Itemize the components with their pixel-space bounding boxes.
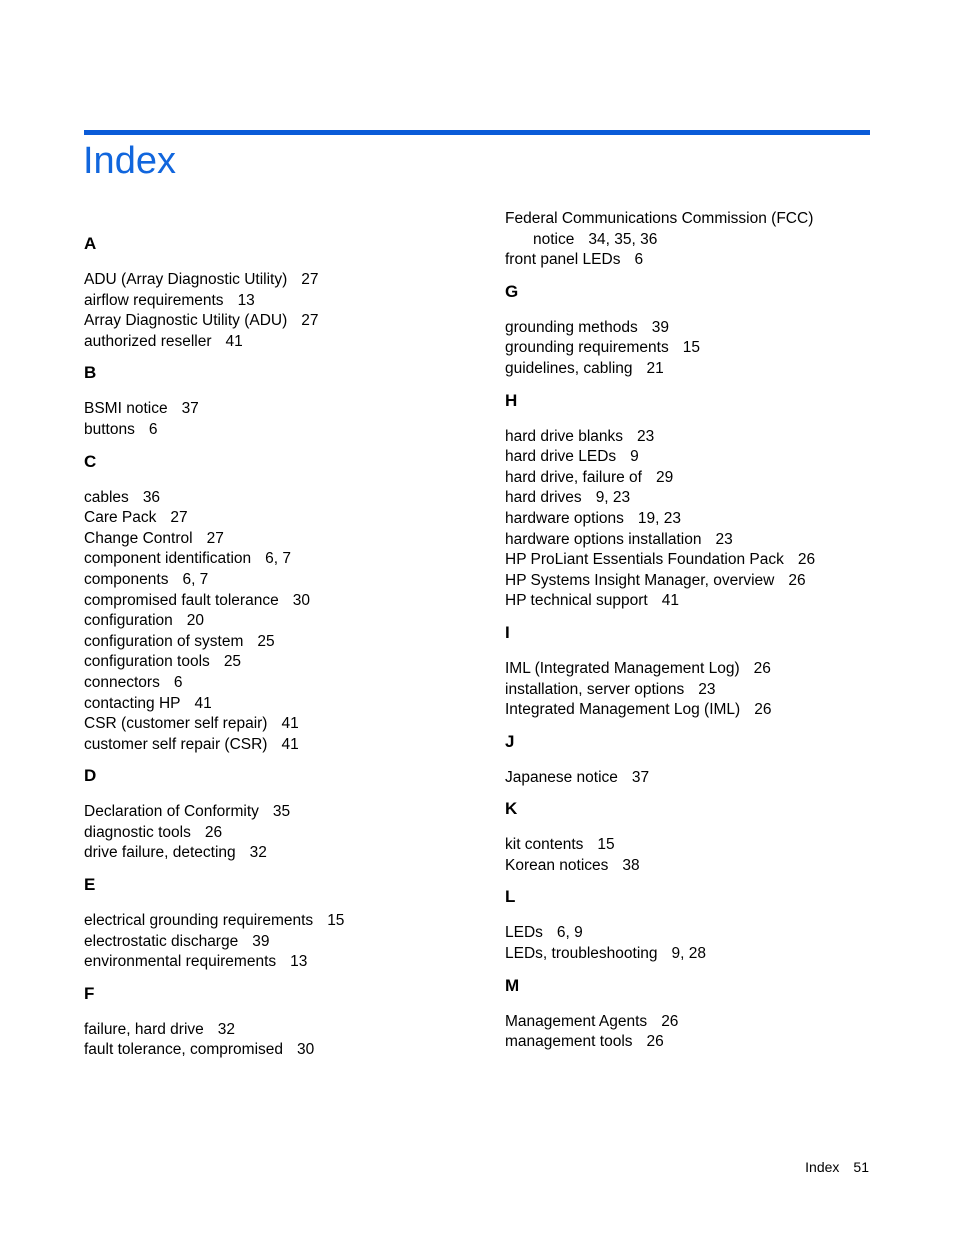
index-entry xyxy=(84,673,484,694)
index-entry xyxy=(505,659,905,680)
index-group-b xyxy=(84,363,484,440)
index-term: failure, hard drive xyxy=(84,1020,204,1038)
index-entry xyxy=(84,570,484,591)
index-term: contacting HP xyxy=(84,694,181,712)
index-pages: 26 xyxy=(204,823,223,841)
index-pages: 9, 28 xyxy=(671,945,706,963)
index-term: HP Systems Insight Manager, overview xyxy=(505,571,775,589)
index-pages: 27 xyxy=(301,312,319,330)
index-entry xyxy=(84,735,484,756)
index-letter-heading: K xyxy=(505,799,518,819)
index-entry xyxy=(84,420,484,441)
index-term: environmental requirements xyxy=(84,953,277,971)
index-entry xyxy=(505,209,905,230)
index-entry xyxy=(505,768,905,789)
index-term: customer self repair (CSR) xyxy=(84,735,268,753)
index-pages: 25 xyxy=(223,653,242,671)
index-entry xyxy=(84,1040,484,1061)
index-term: configuration tools xyxy=(84,653,210,671)
index-entry xyxy=(84,714,484,735)
index-pages: 15 xyxy=(597,836,615,854)
index-group-e xyxy=(84,875,484,973)
index-letter-heading: A xyxy=(84,234,97,253)
index-term: component identification xyxy=(84,550,252,568)
right-groups xyxy=(505,282,905,1053)
index-pages: 37 xyxy=(631,768,650,786)
index-term: Care Pack xyxy=(84,509,157,527)
index-entry xyxy=(84,549,484,570)
index-column-left xyxy=(84,228,484,1072)
index-letter-heading: D xyxy=(84,766,97,786)
index-pages: 13 xyxy=(290,953,308,971)
index-letter-heading: C xyxy=(84,451,97,471)
index-group-d xyxy=(84,766,484,864)
index-entry xyxy=(505,509,905,530)
index-group-h xyxy=(505,391,905,612)
index-term: buttons xyxy=(84,420,135,438)
index-entry xyxy=(505,571,905,592)
index-term: Korean notices xyxy=(505,856,609,874)
index-pages: 23 xyxy=(637,427,655,445)
index-pages: 39 xyxy=(651,318,669,336)
index-entry xyxy=(84,399,484,420)
index-pages: 32 xyxy=(249,844,267,862)
index-pages: 41 xyxy=(281,735,299,753)
index-entry-continuation xyxy=(505,230,905,251)
index-pages: 20 xyxy=(186,612,205,630)
index-entry xyxy=(84,1020,484,1041)
index-term: BSMI notice xyxy=(84,400,168,418)
index-pages: 35 xyxy=(272,803,291,821)
index-term: Federal Communications Commission (FCC) xyxy=(505,210,814,227)
index-term: kit contents xyxy=(505,836,584,854)
index-pages: 26 xyxy=(753,659,771,677)
title-rule xyxy=(84,130,870,135)
index-term: airflow requirements xyxy=(84,291,224,309)
index-entry xyxy=(84,952,484,973)
index-term: Change Control xyxy=(84,529,193,547)
index-entry xyxy=(505,338,905,359)
index-entry xyxy=(84,932,484,953)
index-group-l xyxy=(505,887,905,964)
index-entry xyxy=(505,468,905,489)
index-entry xyxy=(84,488,484,509)
index-pages: 6, 7 xyxy=(182,570,209,588)
index-entry xyxy=(84,311,484,332)
index-term: LEDs xyxy=(505,924,543,942)
index-group-a xyxy=(84,234,484,352)
index-group-i xyxy=(505,623,905,721)
index-entry xyxy=(505,1032,905,1053)
index-group-f xyxy=(84,984,484,1061)
index-pages: 9 xyxy=(630,448,639,466)
index-pages: 9, 23 xyxy=(595,489,631,507)
page-footer xyxy=(805,1158,869,1176)
index-group-k xyxy=(505,799,905,876)
footer-label: Index xyxy=(805,1159,840,1175)
index-term: LEDs, troubleshooting xyxy=(505,945,658,963)
index-term: connectors xyxy=(84,673,160,691)
index-term: notice xyxy=(533,230,575,248)
index-letter-heading: B xyxy=(84,363,97,383)
index-entry xyxy=(505,944,905,965)
index-letter-heading: G xyxy=(505,281,519,301)
index-pages: 30 xyxy=(297,1041,315,1059)
index-letter-heading: H xyxy=(505,390,518,410)
index-term: ADU (Array Diagnostic Utility) xyxy=(84,271,288,288)
index-pages: 41 xyxy=(281,715,299,733)
index-entry xyxy=(505,680,905,701)
index-term: Management Agents xyxy=(505,1012,648,1030)
index-term: CSR (customer self repair) xyxy=(84,715,268,733)
index-pages: 26 xyxy=(797,551,816,569)
index-entry xyxy=(84,529,484,550)
index-pages: 23 xyxy=(698,680,716,698)
index-entry xyxy=(505,1012,905,1033)
index-entry xyxy=(84,508,484,529)
page-number: 51 xyxy=(853,1159,869,1175)
index-pages: 41 xyxy=(225,332,243,350)
continued-entries xyxy=(505,209,905,271)
index-entry xyxy=(505,856,905,877)
index-pages: 6 xyxy=(634,251,644,269)
index-pages: 32 xyxy=(217,1020,236,1038)
index-term: grounding requirements xyxy=(505,339,669,357)
index-pages: 37 xyxy=(181,400,199,418)
index-pages: 29 xyxy=(656,468,674,486)
index-letter-heading: I xyxy=(505,622,510,642)
index-pages: 27 xyxy=(170,509,188,527)
index-term: guidelines, cabling xyxy=(505,359,633,377)
index-pages: 26 xyxy=(661,1012,679,1030)
index-pages: 41 xyxy=(661,592,679,610)
index-term: Japanese notice xyxy=(505,768,618,786)
index-entry xyxy=(505,550,905,571)
index-pages: 26 xyxy=(646,1033,664,1051)
index-pages: 6 xyxy=(173,673,183,691)
index-entry xyxy=(505,318,905,339)
index-letter-heading: J xyxy=(505,731,515,751)
index-pages: 39 xyxy=(252,932,270,950)
index-pages: 15 xyxy=(327,912,345,930)
index-term: diagnostic tools xyxy=(84,823,191,841)
index-pages: 41 xyxy=(194,694,212,712)
index-pages: 19, 23 xyxy=(637,509,682,527)
index-entry xyxy=(505,591,905,612)
index-pages: 38 xyxy=(622,856,640,874)
index-entry xyxy=(505,447,905,468)
index-term: drive failure, detecting xyxy=(84,844,236,862)
index-letter-heading: M xyxy=(505,975,520,995)
index-term: hard drive LEDs xyxy=(505,448,617,466)
index-term: hard drive, failure of xyxy=(505,468,642,486)
index-pages: 13 xyxy=(237,291,255,309)
index-term: Declaration of Conformity xyxy=(84,803,259,821)
index-pages: 26 xyxy=(754,701,772,719)
index-term: HP technical support xyxy=(505,592,648,610)
index-group-j xyxy=(505,732,905,789)
index-term: installation, server options xyxy=(505,680,685,698)
index-entry xyxy=(505,427,905,448)
index-group-m xyxy=(505,976,905,1053)
index-pages: 26 xyxy=(788,571,806,589)
index-entry xyxy=(84,911,484,932)
index-pages: 6 xyxy=(148,420,158,438)
index-term: hardware options installation xyxy=(505,530,702,548)
index-pages: 23 xyxy=(715,530,733,548)
index-letter-heading: E xyxy=(84,875,96,895)
index-term: Integrated Management Log (IML) xyxy=(505,701,741,719)
index-term: front panel LEDs xyxy=(505,251,621,269)
index-term: hard drives xyxy=(505,489,582,507)
index-term: hard drive blanks xyxy=(505,427,624,445)
index-pages: 6, 9 xyxy=(556,924,583,942)
index-entry xyxy=(84,802,484,823)
index-term: components xyxy=(84,570,169,588)
index-term: authorized reseller xyxy=(84,332,212,350)
index-term: grounding methods xyxy=(505,318,638,336)
page-title: Index xyxy=(83,140,176,182)
index-pages: 15 xyxy=(682,339,700,357)
index-entry xyxy=(84,611,484,632)
index-pages: 30 xyxy=(292,591,310,609)
index-entry xyxy=(84,291,484,312)
index-entry xyxy=(84,332,484,353)
index-group-c xyxy=(84,452,484,756)
index-term: Array Diagnostic Utility (ADU) xyxy=(84,312,288,330)
index-term: IML (Integrated Management Log) xyxy=(505,659,740,677)
index-entry xyxy=(84,270,484,291)
index-term: fault tolerance, compromised xyxy=(84,1041,284,1059)
index-entry xyxy=(84,694,484,715)
index-entry xyxy=(84,632,484,653)
index-term: configuration of system xyxy=(84,632,244,650)
index-letter-heading: L xyxy=(505,887,516,907)
index-entry xyxy=(84,823,484,844)
index-entry xyxy=(505,530,905,551)
index-entry xyxy=(505,488,905,509)
index-pages: 21 xyxy=(646,359,664,377)
index-term: electrical grounding requirements xyxy=(84,912,314,930)
index-pages: 6, 7 xyxy=(265,550,292,568)
index-entry xyxy=(84,843,484,864)
index-entry xyxy=(505,835,905,856)
index-entry xyxy=(505,923,905,944)
index-group-g xyxy=(505,282,905,380)
index-entry xyxy=(505,250,905,271)
index-term: management tools xyxy=(505,1033,633,1051)
index-term: hardware options xyxy=(505,509,624,527)
index-entry xyxy=(505,700,905,721)
index-pages: 36 xyxy=(142,488,161,506)
index-pages: 34, 35, 36 xyxy=(588,230,658,248)
index-pages: 27 xyxy=(206,529,224,547)
index-pages: 27 xyxy=(301,271,319,288)
index-entry xyxy=(84,652,484,673)
index-entry xyxy=(84,591,484,612)
index-term: compromised fault tolerance xyxy=(84,591,279,609)
index-term: cables xyxy=(84,488,129,506)
index-entry xyxy=(505,359,905,380)
index-term: configuration xyxy=(84,612,173,630)
index-column-right xyxy=(505,209,905,1064)
index-term: HP ProLiant Essentials Foundation Pack xyxy=(505,551,784,569)
index-letter-heading: F xyxy=(84,983,95,1003)
index-term: electrostatic discharge xyxy=(84,932,239,950)
index-pages: 25 xyxy=(257,632,275,650)
